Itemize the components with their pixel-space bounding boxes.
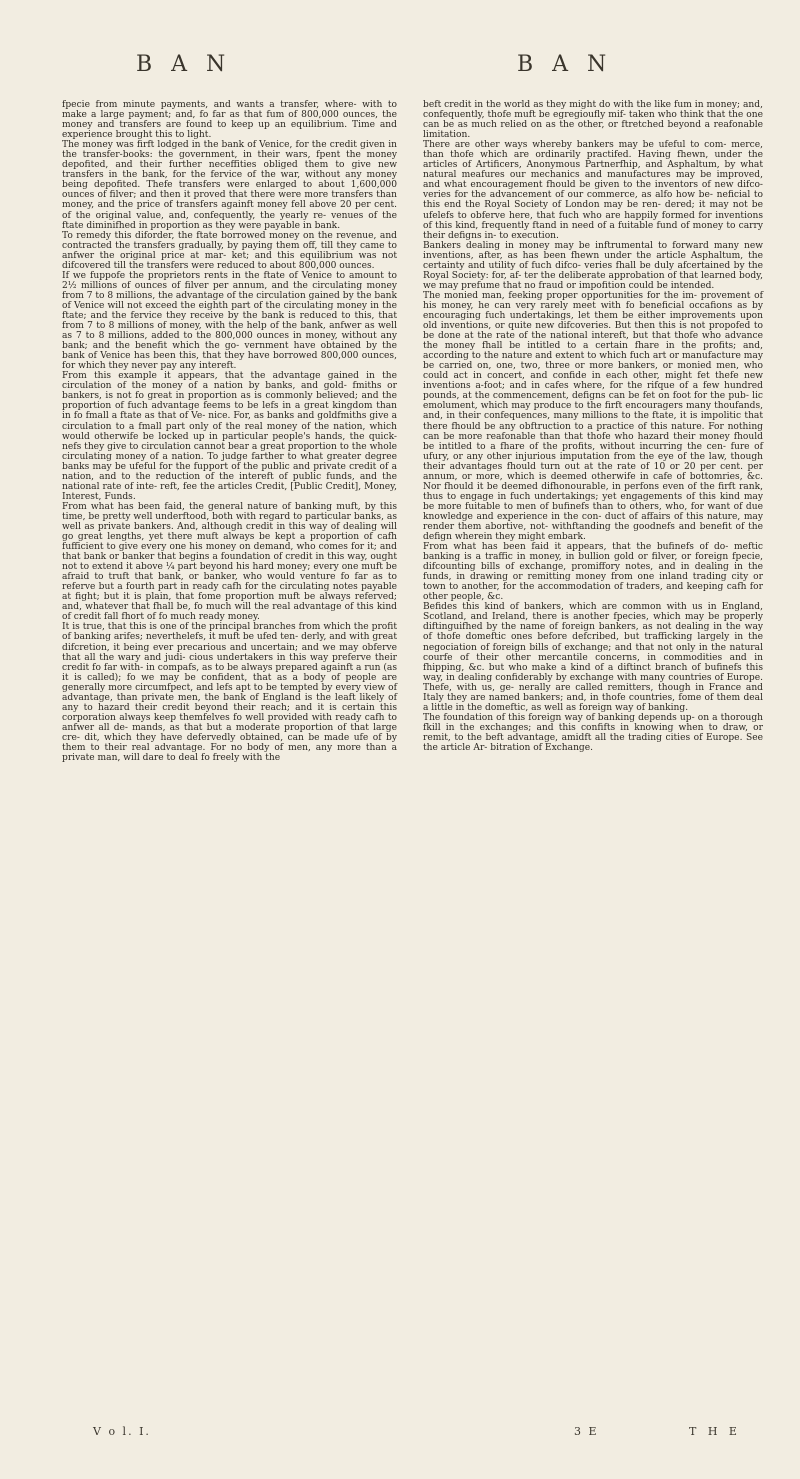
right-column — [423, 100, 763, 753]
volume-mark: V o l. I. — [93, 1425, 151, 1438]
paragraph: beft credit in the world as they might do with the like fum in money; and, confequently, thofe muft be egregioufly mif- taken who think that the one can be as much relied on as the other, or ftretched beyond a reafonable limitation. — [423, 100, 763, 141]
paragraph: From what has been faid it appears, that the bufinefs of do- meftic banking is a traffic in money, in bullion gold or filver, or foreign fpecie, difcounting bills of exchange, promiffory notes, and in dealing in the funds, in drawing or remitting money from one inland trading city or town to another, for the accommodation of traders, and keeping cafh for other people, &c. — [423, 542, 763, 603]
paragraph: Befides this kind of bankers, which are common with us in England, Scotland, and Ireland, there is another fpecies, which may be properly diftinguifhed by the name of foreign bankers, as not dealing in the way of thofe domeftic ones before defcribed, but trafficking largely in the negociation of foreign bills of exchange; and that not only in the natural courfe of their other mercantile concerns, in commodities and in fhipping, &c. but who make a kind of a diftinct branch of bufinefs this way, in dealing confiderably by exchange with many countries of Europe. Thefe, with us, ge- nerally are called remitters, though in France and Italy they are named bankers; and, in thofe countries, fome of them deal a little in the domeftic, as well as foreign way of banking. — [423, 602, 763, 713]
paragraph: It is true, that this is one of the principal branches from which the profit of banking arifes; neverthelefs, it muft be ufed ten- derly, and with great difcretion, it being ever precarious and uncertain; and we may obferve that all the wary and judi- cious undertakers in this way preferve their credit fo far with- in compafs, as to be always prepared againft a run (as it is called); fo we may be confident, that as a body of people are generally more circumfpect, and lefs apt to be tempted by every view of advantage, than private men, the bank of England is the leaft likely of any to hazard their credit beyond their reach; and it is certain this corporation always keep themfelves fo well provided with ready cafh to anfwer all de- mands, as that but a moderate proportion of that large cre- dit, which they have defervedly obtained, can be made ufe of by them to their real advantage. For no body of men, any more than a private man, will dare to deal fo freely with the — [62, 622, 397, 764]
left-column — [62, 100, 397, 763]
catchword: T H E — [689, 1425, 741, 1438]
paragraph: Bankers dealing in money may be inftrumental to forward many new inventions, after, as has been fhewn under the article Asphaltum, the certainty and utility of fuch difco- veries fhall be duly afcertained by the Royal Society: for, af- ter the deliberate approbation of that learned body, we may prefume that no fraud or impofition could be intended. — [423, 240, 763, 291]
paragraph: From what has been faid, the general nature of banking muft, by this time, be pretty well underftood, both with regard to particular banks, as well as private bankers. And, although credit in this way of dealing will go great lengths, yet there muft always be kept a proportion of cafh fufficient to give every one his money on demand, who comes for it; and that bank or banker that begins a foundation of credit in this way, ought not to extend it above ¼ part beyond his hard money; every one muft be afraid to truft that bank, or banker, who would venture fo far as to referve but a fourth part in ready cafh for the circulating notes payable at fight; but it is plain, that fome proportion muft be always referved; and, whatever that fhall be, fo much will the real advantage of this kind of credit fall fhort of fo much ready money. — [62, 501, 397, 623]
running-head-left: B A N — [136, 52, 232, 77]
paragraph: The foundation of this foreign way of banking depends up- on a thorough fkill in the exchanges; and this confifts in knowing when to draw, or remit, to the beft advantage, amidft all the trading cities of Europe. See the article Ar- bitration of Exchange. — [423, 712, 763, 753]
paragraph: The money was firft lodged in the bank of Venice, for the credit given in the transfer-books: the government, in their wars, fpent the money depofited, and their further neceffities obliged them to give new transfers in the bank, for the fervice of the war, without any money being depofited. Thefe transfers were enlarged to about 1,600,000 ounces of filver; and then it proved that there were more transfers than money, and the price of transfers againft money fell above 20 per cent. of the original value, and, confequently, the yearly re- venues of the ftate diminifhed in proportion as they were payable in bank. — [62, 140, 397, 231]
paragraph: From this example it appears, that the advantage gained in the circulation of the money of a nation by banks, and gold- fmiths or bankers, is not fo great in proportion as is commonly believed; and the proportion of fuch advantage feems to be lefs in a great kingdom than in fo fmall a ftate as that of Ve- nice. For, as banks and goldfmiths give a circulation to a fmall part only of the real money of the nation, which would otherwife be locked up in particular people's hands, the quick- nefs they give to circulation cannot bear a great proportion to the whole circulating money of a nation. To judge farther to what greater degree banks may be ufeful for the fupport of the public and private credit of a nation, and to the reduction of the intereft of public funds, and the national rate of inte- reft, fee the articles Credit, [Public Credit], Money, Interest, Funds. — [62, 371, 397, 502]
paragraph: To remedy this diforder, the ftate borrowed money on the revenue, and contracted the transfers gradually, by paying them off, till they came to anfwer the original price at mar- ket; and this equilibrium was not difcovered till the transfers were reduced to about 800,000 ounces. — [62, 230, 397, 271]
paragraph: There are other ways whereby bankers may be ufeful to com- merce, than thofe which are ordinarily practifed. Having fhewn, under the articles of Artificers, Anonymous Partnerfhip, and Asphaltum, by what natural meafures our mechanics and manufactures may be improved, and what encouragement fhould be given to the inventors of new difco- veries for the advancement of our commerce, as alfo how be- neficial to this end the Royal Society of London may be ren- dered; it may not be ufelefs to obferve here, that fuch who are happily formed for inventions of this kind, frequently ftand in need of a fuitable fund of money to carry their defigns in- to execution. — [423, 140, 763, 241]
signature-mark: 3 E — [574, 1425, 599, 1438]
running-head-right: B A N — [517, 52, 613, 77]
paragraph: If we fuppofe the proprietors rents in the ftate of Venice to amount to 2½ millions of ounces of filver per annum, and the circulating money from 7 to 8 millions, the advantage of the circulation gained by the bank of Venice will not exceed the eighth part of the circulating money in the ftate; and the fervice they receive by the bank is reduced to this, that from 7 to 8 millions of money, with the help of the bank, anfwer as well as 7 to 8 millions, added to the 800,000 ounces in money, without any bank; and the benefit which the go- vernment have obtained by the bank of Venice has been this, that they have borrowed 800,000 ounces, for which they never pay any intereft. — [62, 270, 397, 372]
paragraph: fpecie from minute payments, and wants a transfer, where- with to make a large payment; and, fo far as that fum of 800,000 ounces, the money and transfers are found to keep up an equilibrium. Time and experience brought this to light. — [62, 100, 397, 141]
paragraph: The monied man, feeking proper opportunities for the im- provement of his money, he can very rarely meet with fo beneficial occafions as by encouraging fuch undertakings, let them be either improvements upon old inventions, or quite new difcoveries. But then this is not propofed to be done at the rate of the national intereft, but that thofe who advance the money fhall be intitled to a certain fhare in the profits; and, according to the nature and extent to which fuch art or manufacture may be carried on, one, two, three or more bankers, or monied men, who could act in concert, and confide in each other, might fet thefe new inventions a-foot; and in cafes where, for the rifque of a few hundred pounds, at the commencement, defigns can be fet on foot for the pub- lic emolument, which may produce to the firft encouragers many thoufands, and, in their confequences, many millions to the ftate, it is impolitic that there fhould be any obftruction to a practice of this nature. For nothing can be more reafonable than that thofe who hazard their money fhould be intitled to a fhare of the profits, without incurring the cen- fure of ufury, or any other injurious imputation from the eye of the law, though their advantages fhould turn out at the rate of 10 or 20 per cent. per annum, or more, which is deemed otherwife in cafe of bottomries, &c. Nor fhould it be deemed difhonourable, in perfons even of the firft rank, thus to engage in fuch undertakings; yet engagements of this kind may be more fuitable to men of bufinefs than to others, who, for want of due knowledge and experience in the con- duct of affairs of this nature, may render them abortive, not- withftanding the goodnefs and benefit of the defign wherein they might embark. — [423, 290, 763, 543]
